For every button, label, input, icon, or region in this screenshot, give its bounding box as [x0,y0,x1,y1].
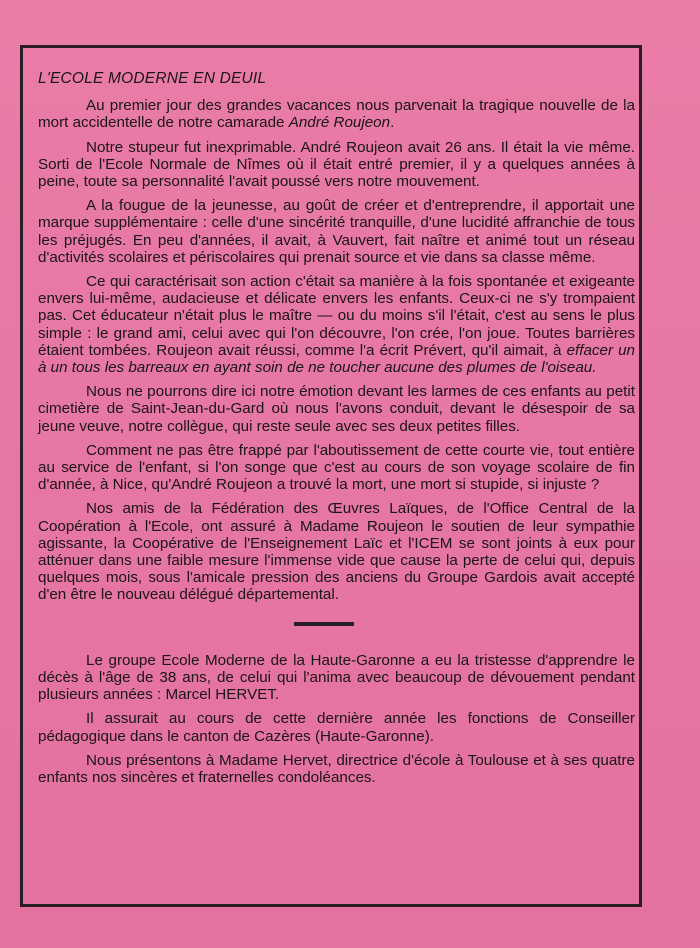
article-body [38,70,635,793]
paragraph-4-quote: effacer un à un tous les barreaux en ayant soin de ne toucher aucune des plumes de l'oiseau. [38,341,636,377]
paragraph-2: Notre stupeur fut inexprimable. André Roujeon avait 26 ans. Il était la vie même. Sorti de l'Ecole Normale de Nîmes où il était entré premier, il y a quelques années à peine, toute sa personnalité l'avait poussé vers notre mouvement. [38,138,635,191]
paragraph-1 [38,97,635,131]
notice-paragraph-1: Le groupe Ecole Moderne de la Haute-Garonne a eu la tristesse d'apprendre le décès à l'âge de 38 ans, de celui qui l'anima avec beaucoup de dévouement pendant plusieurs années : Marcel HERVET. [38,651,635,704]
paragraph-5: Nous ne pourrons dire ici notre émotion devant les larmes de ces enfants au petit cimetière de Saint-Jean-du-Gard où nous l'avons conduit, devant le désespoir de sa jeune veuve, notre collègue, qui reste seule avec ses deux petites filles. [38,383,635,435]
section-divider [294,622,354,626]
paragraph-7: Nos amis de la Fédération des Œuvres Laïques, de l'Office Central de la Coopération à l'Ecole, ont assuré à Madame Roujeon le soutien de leur sympathie agissante, la Coopérative de l'Enseignement Laïc et l'ICEM se sont joints à eux pour atténuer dans une faible mesure l'immense vide que cause la perte de celui qui, depuis quelques mois, sous l'amicale pression des anciens du Groupe Gardois avait accepté d'en être le nouveau délégué départemental. [38,500,635,604]
paragraph-1-text: Au premier jour des grandes vacances nous parvenait la tragique nouvelle de la mort accidentelle de notre camarade [38,97,635,132]
paragraph-6: Comment ne pas être frappé par l'aboutissement de cette courte vie, tout entière au service de l'enfant, si l'on songe que c'est au cours de son voyage scolaire de fin d'année, à Nice, qu'André Roujeon a trouvé la mort, une mort si stupide, si injuste ? [38,441,635,494]
paragraph-4-text: Ce qui caractérisait son action c'était sa manière à la fois spontanée et exigeante envers lui-même, audacieuse et délicate envers les enfants. Ceux-ci ne s'y trompaient pas. Cet éducateur n'était plus le maître — ou du moins s'il l'était, c'est au sens le plus simple : le grand ami, celui avec qui l'on découvre, l'on crée, l'on joue. Toutes barrières étaient tombées. Roujeon avait réussi, comme l'a écrit Prévert, qu'il aimait, à [38,273,635,359]
paragraph-3: A la fougue de la jeunesse, au goût de créer et d'entreprendre, il apportait une marque supplémentaire : celle d'une sincérité tranquille, d'une lucidité affranchie de tous les préjugés. En peu d'années, il avait, à Vauvert, fait naître et animé tout un réseau d'activités scolaires et périscolaires qui prenait source et vie dans sa classe même. [38,197,635,266]
notice-paragraph-3: Nous présentons à Madame Hervet, directrice d'école à Toulouse et à ses quatre enfants nos sincères et fraternelles condoléances. [38,751,635,786]
paragraph-1-name: André Roujeon [288,114,391,132]
paragraph-4 [38,273,635,376]
notice-paragraph-2: Il assurait au cours de cette dernière année les fonctions de Conseiller pédagogique dans le canton de Cazères (Haute-Garonne). [38,710,635,745]
article-title: L'ECOLE MODERNE EN DEUIL [38,70,267,87]
paragraph-1-end: . [390,114,395,132]
